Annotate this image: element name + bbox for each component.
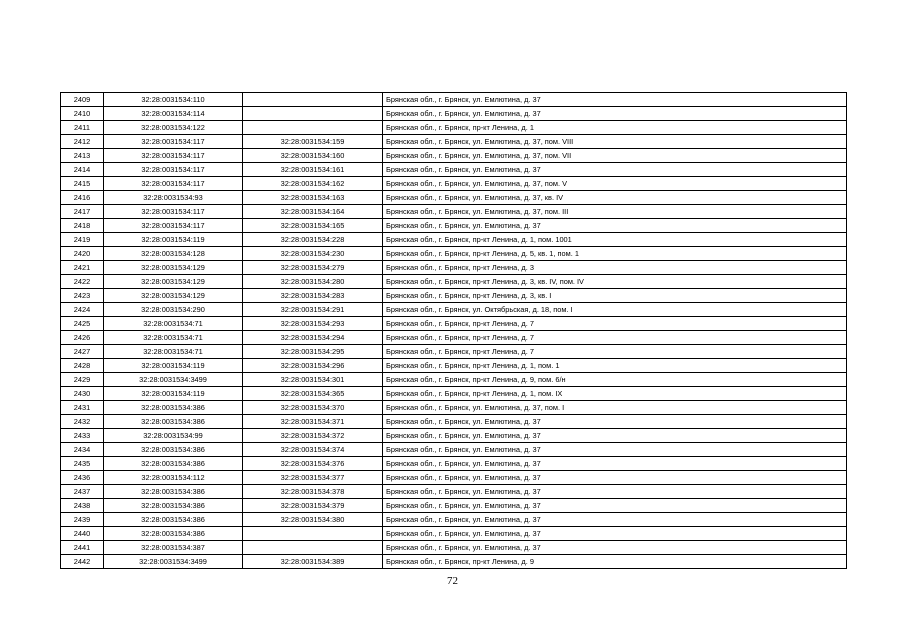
address-cell: Брянская обл., г. Брянск, пр-кт Ленина, д. 7	[383, 331, 847, 345]
row-number-cell: 2421	[61, 261, 104, 275]
address-cell: Брянская обл., г. Брянск, ул. Емлютина, д. 37	[383, 527, 847, 541]
address-cell: Брянская обл., г. Брянск, ул. Октябрьская, д. 18, пом. I	[383, 303, 847, 317]
parent-cadastral-number-cell: 32:28:0031534:117	[104, 219, 243, 233]
table-row	[61, 443, 847, 457]
row-number-cell: 2416	[61, 191, 104, 205]
row-number-cell: 2428	[61, 359, 104, 373]
table-row	[61, 163, 847, 177]
address-cell: Брянская обл., г. Брянск, пр-кт Ленина, д. 3, кв. IV, пом. IV	[383, 275, 847, 289]
row-number-cell: 2412	[61, 135, 104, 149]
cadastral-number-cell: 32:28:0031534:279	[243, 261, 383, 275]
table-row	[61, 345, 847, 359]
cadastral-number-cell	[243, 93, 383, 107]
table-row	[61, 205, 847, 219]
row-number-cell: 2437	[61, 485, 104, 499]
parent-cadastral-number-cell: 32:28:0031534:112	[104, 471, 243, 485]
parent-cadastral-number-cell: 32:28:0031534:386	[104, 457, 243, 471]
address-cell: Брянская обл., г. Брянск, ул. Емлютина, д. 37, кв. IV	[383, 191, 847, 205]
row-number-cell: 2430	[61, 387, 104, 401]
parent-cadastral-number-cell: 32:28:0031534:3499	[104, 373, 243, 387]
row-number-cell: 2438	[61, 499, 104, 513]
address-cell: Брянская обл., г. Брянск, ул. Емлютина, д. 37	[383, 443, 847, 457]
cadastral-number-cell	[243, 527, 383, 541]
parent-cadastral-number-cell: 32:28:0031534:119	[104, 359, 243, 373]
address-cell: Брянская обл., г. Брянск, ул. Емлютина, д. 37, пом. I	[383, 401, 847, 415]
parent-cadastral-number-cell: 32:28:0031534:71	[104, 331, 243, 345]
cadastral-number-cell: 32:28:0031534:376	[243, 457, 383, 471]
cadastral-number-cell: 32:28:0031534:372	[243, 429, 383, 443]
parent-cadastral-number-cell: 32:28:0031534:71	[104, 345, 243, 359]
cadastral-number-cell: 32:28:0031534:283	[243, 289, 383, 303]
cadastral-number-cell: 32:28:0031534:378	[243, 485, 383, 499]
address-cell: Брянская обл., г. Брянск, ул. Емлютина, д. 37	[383, 415, 847, 429]
row-number-cell: 2442	[61, 555, 104, 569]
parent-cadastral-number-cell: 32:28:0031534:117	[104, 205, 243, 219]
cadastral-number-cell: 32:28:0031534:377	[243, 471, 383, 485]
parent-cadastral-number-cell: 32:28:0031534:71	[104, 317, 243, 331]
address-cell: Брянская обл., г. Брянск, ул. Емлютина, д. 37	[383, 93, 847, 107]
parent-cadastral-number-cell: 32:28:0031534:386	[104, 401, 243, 415]
address-cell: Брянская обл., г. Брянск, ул. Емлютина, д. 37	[383, 471, 847, 485]
parent-cadastral-number-cell: 32:28:0031534:122	[104, 121, 243, 135]
cadastral-number-cell: 32:28:0031534:161	[243, 163, 383, 177]
table-row	[61, 499, 847, 513]
table-row	[61, 541, 847, 555]
parent-cadastral-number-cell: 32:28:0031534:99	[104, 429, 243, 443]
row-number-cell: 2439	[61, 513, 104, 527]
row-number-cell: 2423	[61, 289, 104, 303]
parent-cadastral-number-cell: 32:28:0031534:290	[104, 303, 243, 317]
row-number-cell: 2415	[61, 177, 104, 191]
address-cell: Брянская обл., г. Брянск, ул. Емлютина, д. 37	[383, 485, 847, 499]
table-row	[61, 219, 847, 233]
address-cell: Брянская обл., г. Брянск, ул. Емлютина, д. 37	[383, 219, 847, 233]
table-row	[61, 457, 847, 471]
address-cell: Брянская обл., г. Брянск, пр-кт Ленина, д. 1, пом. IX	[383, 387, 847, 401]
parent-cadastral-number-cell: 32:28:0031534:114	[104, 107, 243, 121]
address-cell: Брянская обл., г. Брянск, ул. Емлютина, д. 37	[383, 429, 847, 443]
table-row	[61, 135, 847, 149]
cadastral-number-cell: 32:28:0031534:301	[243, 373, 383, 387]
row-number-cell: 2440	[61, 527, 104, 541]
row-number-cell: 2429	[61, 373, 104, 387]
cadastral-number-cell: 32:28:0031534:370	[243, 401, 383, 415]
cadastral-number-cell: 32:28:0031534:291	[243, 303, 383, 317]
table-row	[61, 555, 847, 569]
parent-cadastral-number-cell: 32:28:0031534:386	[104, 499, 243, 513]
table-row	[61, 471, 847, 485]
cadastral-number-cell: 32:28:0031534:164	[243, 205, 383, 219]
address-cell: Брянская обл., г. Брянск, пр-кт Ленина, д. 9	[383, 555, 847, 569]
table-row	[61, 93, 847, 107]
parent-cadastral-number-cell: 32:28:0031534:129	[104, 261, 243, 275]
table-row	[61, 513, 847, 527]
cadastral-number-cell: 32:28:0031534:230	[243, 247, 383, 261]
cadastral-number-cell	[243, 107, 383, 121]
cadastral-number-cell: 32:28:0031534:296	[243, 359, 383, 373]
address-cell: Брянская обл., г. Брянск, ул. Емлютина, д. 37, пом. III	[383, 205, 847, 219]
parent-cadastral-number-cell: 32:28:0031534:386	[104, 415, 243, 429]
table-row	[61, 107, 847, 121]
table-row	[61, 429, 847, 443]
cadastral-number-cell: 32:28:0031534:159	[243, 135, 383, 149]
table-row	[61, 261, 847, 275]
address-cell: Брянская обл., г. Брянск, пр-кт Ленина, д. 1	[383, 121, 847, 135]
row-number-cell: 2417	[61, 205, 104, 219]
parent-cadastral-number-cell: 32:28:0031534:117	[104, 163, 243, 177]
row-number-cell: 2418	[61, 219, 104, 233]
parent-cadastral-number-cell: 32:28:0031534:3499	[104, 555, 243, 569]
parent-cadastral-number-cell: 32:28:0031534:386	[104, 443, 243, 457]
table-row	[61, 247, 847, 261]
cadastral-number-cell: 32:28:0031534:371	[243, 415, 383, 429]
row-number-cell: 2427	[61, 345, 104, 359]
table-row	[61, 191, 847, 205]
address-cell: Брянская обл., г. Брянск, пр-кт Ленина, д. 3, кв. I	[383, 289, 847, 303]
cadastral-number-cell: 32:28:0031534:294	[243, 331, 383, 345]
row-number-cell: 2422	[61, 275, 104, 289]
cadastral-number-cell	[243, 121, 383, 135]
table-row	[61, 373, 847, 387]
address-cell: Брянская обл., г. Брянск, пр-кт Ленина, д. 7	[383, 317, 847, 331]
row-number-cell: 2419	[61, 233, 104, 247]
address-cell: Брянская обл., г. Брянск, ул. Емлютина, д. 37	[383, 107, 847, 121]
cadastral-number-cell: 32:28:0031534:280	[243, 275, 383, 289]
address-cell: Брянская обл., г. Брянск, пр-кт Ленина, д. 3	[383, 261, 847, 275]
cadastral-number-cell: 32:28:0031534:228	[243, 233, 383, 247]
row-number-cell: 2411	[61, 121, 104, 135]
parent-cadastral-number-cell: 32:28:0031534:386	[104, 513, 243, 527]
address-cell: Брянская обл., г. Брянск, пр-кт Ленина, д. 7	[383, 345, 847, 359]
row-number-cell: 2436	[61, 471, 104, 485]
row-number-cell: 2432	[61, 415, 104, 429]
table-row	[61, 275, 847, 289]
row-number-cell: 2409	[61, 93, 104, 107]
row-number-cell: 2431	[61, 401, 104, 415]
table-row	[61, 359, 847, 373]
page-number: 72	[447, 575, 458, 587]
address-cell: Брянская обл., г. Брянск, пр-кт Ленина, д. 5, кв. 1, пом. 1	[383, 247, 847, 261]
table-row	[61, 121, 847, 135]
parent-cadastral-number-cell: 32:28:0031534:387	[104, 541, 243, 555]
parent-cadastral-number-cell: 32:28:0031534:386	[104, 527, 243, 541]
cadastral-number-cell: 32:28:0031534:379	[243, 499, 383, 513]
table-row	[61, 303, 847, 317]
table-row	[61, 331, 847, 345]
parent-cadastral-number-cell: 32:28:0031534:386	[104, 485, 243, 499]
table-row	[61, 387, 847, 401]
parent-cadastral-number-cell: 32:28:0031534:129	[104, 275, 243, 289]
row-number-cell: 2433	[61, 429, 104, 443]
table-row	[61, 149, 847, 163]
cadastral-number-cell: 32:28:0031534:295	[243, 345, 383, 359]
cadastral-table	[60, 92, 847, 569]
address-cell: Брянская обл., г. Брянск, ул. Емлютина, д. 37	[383, 163, 847, 177]
address-cell: Брянская обл., г. Брянск, ул. Емлютина, д. 37	[383, 499, 847, 513]
cadastral-number-cell: 32:28:0031534:293	[243, 317, 383, 331]
address-cell: Брянская обл., г. Брянск, ул. Емлютина, д. 37	[383, 513, 847, 527]
cadastral-number-cell: 32:28:0031534:374	[243, 443, 383, 457]
row-number-cell: 2441	[61, 541, 104, 555]
table-row	[61, 401, 847, 415]
cadastral-number-cell: 32:28:0031534:163	[243, 191, 383, 205]
row-number-cell: 2414	[61, 163, 104, 177]
table-row	[61, 485, 847, 499]
cadastral-number-cell: 32:28:0031534:365	[243, 387, 383, 401]
address-cell: Брянская обл., г. Брянск, ул. Емлютина, д. 37, пом. VIII	[383, 135, 847, 149]
table-row	[61, 289, 847, 303]
address-cell: Брянская обл., г. Брянск, пр-кт Ленина, д. 1, пом. 1001	[383, 233, 847, 247]
row-number-cell: 2413	[61, 149, 104, 163]
address-cell: Брянская обл., г. Брянск, ул. Емлютина, д. 37, пом. VII	[383, 149, 847, 163]
parent-cadastral-number-cell: 32:28:0031534:117	[104, 177, 243, 191]
parent-cadastral-number-cell: 32:28:0031534:110	[104, 93, 243, 107]
table-row	[61, 527, 847, 541]
address-cell: Брянская обл., г. Брянск, пр-кт Ленина, д. 1, пом. 1	[383, 359, 847, 373]
address-cell: Брянская обл., г. Брянск, ул. Емлютина, д. 37, пом. V	[383, 177, 847, 191]
parent-cadastral-number-cell: 32:28:0031534:128	[104, 247, 243, 261]
parent-cadastral-number-cell: 32:28:0031534:117	[104, 135, 243, 149]
table-row	[61, 317, 847, 331]
table-row	[61, 233, 847, 247]
row-number-cell: 2420	[61, 247, 104, 261]
table-row	[61, 177, 847, 191]
address-cell: Брянская обл., г. Брянск, ул. Емлютина, д. 37	[383, 457, 847, 471]
row-number-cell: 2426	[61, 331, 104, 345]
row-number-cell: 2435	[61, 457, 104, 471]
cadastral-number-cell: 32:28:0031534:160	[243, 149, 383, 163]
parent-cadastral-number-cell: 32:28:0031534:119	[104, 233, 243, 247]
cadastral-number-cell: 32:28:0031534:389	[243, 555, 383, 569]
parent-cadastral-number-cell: 32:28:0031534:129	[104, 289, 243, 303]
row-number-cell: 2425	[61, 317, 104, 331]
parent-cadastral-number-cell: 32:28:0031534:119	[104, 387, 243, 401]
parent-cadastral-number-cell: 32:28:0031534:117	[104, 149, 243, 163]
parent-cadastral-number-cell: 32:28:0031534:93	[104, 191, 243, 205]
cadastral-number-cell: 32:28:0031534:380	[243, 513, 383, 527]
cadastral-table-body	[61, 93, 847, 569]
table-row	[61, 415, 847, 429]
address-cell: Брянская обл., г. Брянск, пр-кт Ленина, д. 9, пом. 6/н	[383, 373, 847, 387]
row-number-cell: 2434	[61, 443, 104, 457]
row-number-cell: 2410	[61, 107, 104, 121]
cadastral-number-cell: 32:28:0031534:162	[243, 177, 383, 191]
cadastral-number-cell	[243, 541, 383, 555]
cadastral-number-cell: 32:28:0031534:165	[243, 219, 383, 233]
address-cell: Брянская обл., г. Брянск, ул. Емлютина, д. 37	[383, 541, 847, 555]
row-number-cell: 2424	[61, 303, 104, 317]
